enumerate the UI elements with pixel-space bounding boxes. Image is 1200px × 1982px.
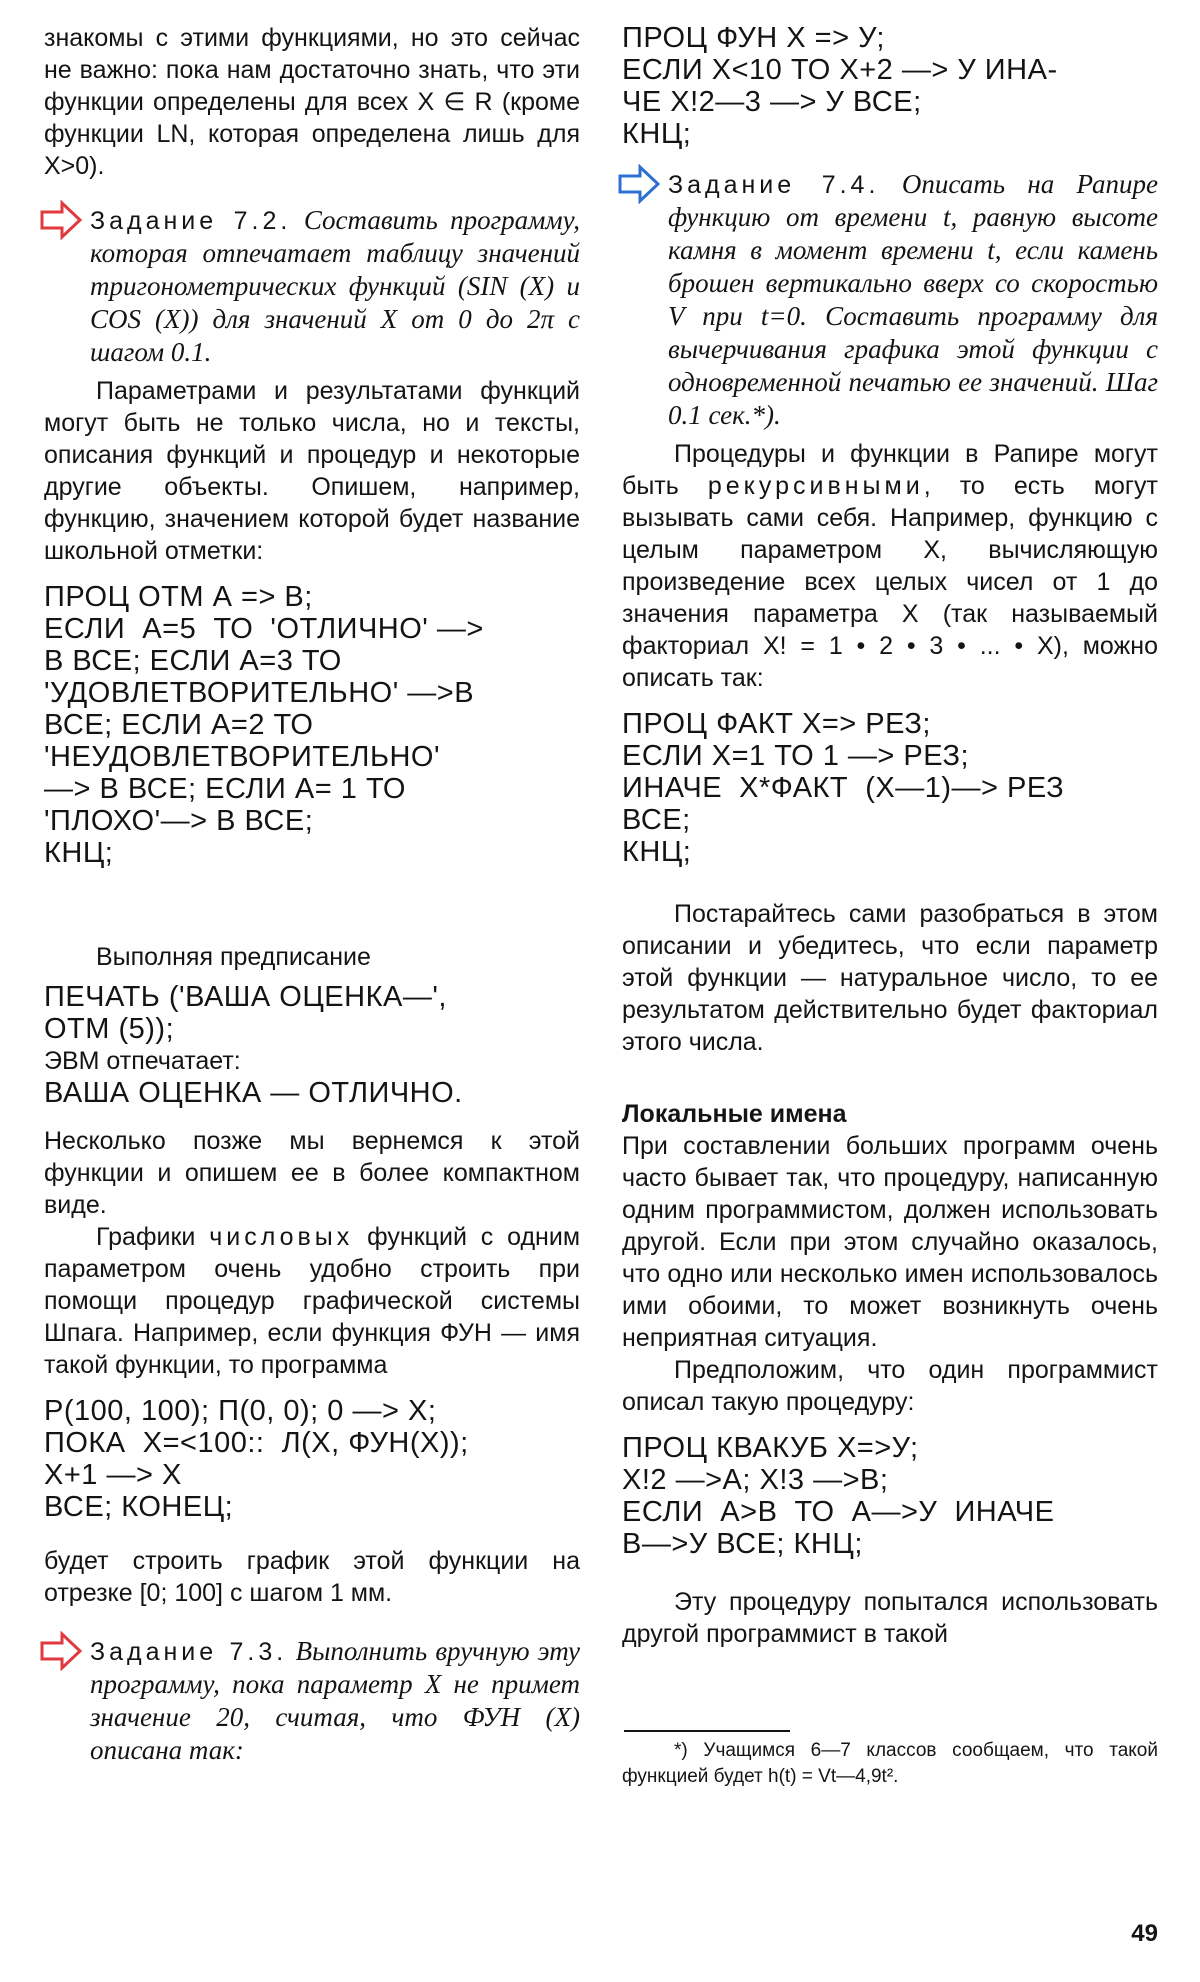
code-line: ПРОЦ ФАКТ X=> РЕЗ; (622, 708, 931, 740)
code-line: B—>У ВСЕ; КНЦ; (622, 1528, 863, 1560)
code-line: ВСЕ; КОНЕЦ; (44, 1491, 234, 1523)
paragraph-builds: будет строить график этой функции на отрезке [0; 100] с шагом 1 мм. (44, 1547, 580, 1607)
code-line: ИНАЧЕ X*ФАКТ (X—1)—> РЕЗ (622, 772, 1065, 804)
paragraph-intro: знакомы с этими функциями, но это сейчас не важно: пока нам достаточно знать, что эти функции определены для всех X ∈ R (кроме функции LN, которая определена лишь для X>0). (44, 24, 580, 180)
code-line: 'УДОВЛЕТВОРИТЕЛЬНО' —>В (44, 677, 475, 709)
output-result: ВАША ОЦЕНКА — ОТЛИЧНО. (44, 1077, 463, 1109)
code-line: ЕСЛИ A>B ТО A—>У ИНАЧЕ (622, 1496, 1055, 1528)
footnote-rule (624, 1730, 790, 1732)
code-line: ЧЕ X!2—3 —> У ВСЕ; (622, 86, 922, 118)
paragraph-other-programmer: Эту процедуру попытался использовать другой программист в такой (622, 1588, 1158, 1648)
task-label: Задание 7.2. (90, 207, 292, 235)
task-label: Задание 7.3. (90, 1638, 288, 1666)
paragraph-params: Параметрами и результатами функций могут быть не только числа, но и тексты, описания функций и процедур и некоторые другие объекты. Опишем, например, функцию, значением которой будет название школьной отметки: (44, 377, 580, 565)
graphs-lead: Графики (96, 1223, 196, 1251)
exec-intro: Выполняя предписание (96, 943, 371, 971)
code-line: ЕСЛИ X<10 ТО X+2 —> У ИНА- (622, 54, 1058, 86)
code-line: ОТМ (5)); (44, 1013, 175, 1045)
code-block-fact (622, 708, 1158, 868)
paragraph-later: Несколько позже мы вернемся к этой функции и опишем ее в более компактном виде. (44, 1127, 580, 1219)
task-7-2 (44, 204, 580, 369)
task-text: Составить программу, которая отпечатает таблицу значений тригонометрических функций (SIN (X) и COS (X)) для значений X от 0 до 2π с шагом 0.1. (90, 205, 580, 367)
code-block-graph (44, 1395, 580, 1523)
code-line: ПРОЦ ОТМ А => В; (44, 581, 313, 613)
task-arrow-icon (40, 1631, 84, 1671)
task-text: Описать на Рапире функцию от времени t, равную высоте камня в момент времени t, если камень брошен вертикально вверх со скоростью V при t=0. Составить программу для вычерчивания графика этой функции с одновременной печатью ее значений. Шаг 0.1 сек.*). (668, 169, 1158, 430)
code-line: ЕСЛИ X=1 ТО 1 —> РЕЗ; (622, 740, 970, 772)
recursion-lead: Процедуры и функции в Рапире могут быть (622, 440, 1158, 500)
task-label: Задание 7.4. (668, 171, 880, 199)
code-line: —> В ВСЕ; ЕСЛИ А= 1 ТО (44, 773, 406, 805)
code-block-fun (622, 22, 1158, 150)
code-block-otm (44, 581, 580, 869)
recursion-rest: , то есть могут вызывать сами себя. Например, функцию с целым параметром X, вычисляющую произведение всех целых чисел от 1 до значения параметра X (так называемый факториал X! = 1 • 2 • 3 • ... • X), можно описать так: (622, 472, 1158, 692)
code-line: ЕСЛИ А=5 ТО 'ОТЛИЧНО' —> (44, 613, 484, 645)
code-line: ВСЕ; (622, 804, 691, 836)
code-line: ПРОЦ ФУН X => У; (622, 22, 885, 54)
code-line: ПОКА X=<100:: Л(X, ФУН(X)); (44, 1427, 469, 1459)
paragraph-graphs (44, 1221, 580, 1381)
task-7-3 (44, 1635, 580, 1767)
code-line: 'ПЛОХО'—> В ВСЕ; (44, 805, 314, 837)
task-arrow-icon (40, 200, 84, 240)
task-text: Выполнить вручную эту программу, пока параметр X не примет значение 20, считая, что ФУН (X) описана так: (90, 1636, 580, 1765)
evm-prints: ЭВМ отпечатает: (44, 1047, 241, 1075)
paragraph-large-programs: При составлении больших программ очень часто бывает так, что процедуру, написанную одним программистом, должен использовать другой. Если при этом случайно оказалось, что одно или несколько имен использовалось ими обоими, то может возникнуть очень неприятная ситуация. (622, 1132, 1158, 1352)
code-line: X!2 —>A; X!3 —>B; (622, 1464, 889, 1496)
graphs-spaced: числовых (209, 1223, 354, 1251)
code-line: ВСЕ; ЕСЛИ А=2 ТО (44, 709, 314, 741)
code-block-kvakub (622, 1432, 1158, 1560)
left-column (44, 22, 580, 1767)
task-arrow-icon (618, 164, 662, 204)
page-number: 49 (1131, 1920, 1158, 1947)
code-line: ПРОЦ КВАКУБ X=>У; (622, 1432, 919, 1464)
code-line: КНЦ; (44, 837, 114, 869)
paragraph-recursion (622, 438, 1158, 694)
code-line: ПЕЧАТЬ ('ВАША ОЦЕНКА—', (44, 981, 447, 1013)
code-line: КНЦ; (622, 118, 692, 150)
paragraph-try: Постарайтесь сами разобраться в этом описании и убедитесь, что если параметр этой функции — натуральное число, то ее результатом действительно будет факториал этого числа. (622, 900, 1158, 1056)
code-line: Р(100, 100); П(0, 0); 0 —> X; (44, 1395, 437, 1427)
paragraph-suppose: Предположим, что один программист описал такую процедуру: (622, 1356, 1158, 1416)
code-line: В ВСЕ; ЕСЛИ А=3 ТО (44, 645, 342, 677)
right-column (622, 22, 1158, 1790)
code-line: X+1 —> X (44, 1459, 182, 1491)
code-line: КНЦ; (622, 836, 692, 868)
task-7-4 (622, 168, 1158, 432)
code-line: 'НЕУДОВЛЕТВОРИТЕЛЬНО' (44, 741, 441, 773)
recursion-spaced: рекурсивными (707, 472, 924, 500)
graphs-rest: функций с одним параметром очень удобно строить при помощи процедур графической системы Шпага. Например, если функция ФУН — имя такой функции, то программа (44, 1223, 581, 1379)
footnote: *) Учащимся 6—7 классов сообщаем, что такой функцией будет h(t) = Vt—4,9t². (622, 1740, 1158, 1787)
section-heading: Локальные имена (622, 1100, 847, 1128)
